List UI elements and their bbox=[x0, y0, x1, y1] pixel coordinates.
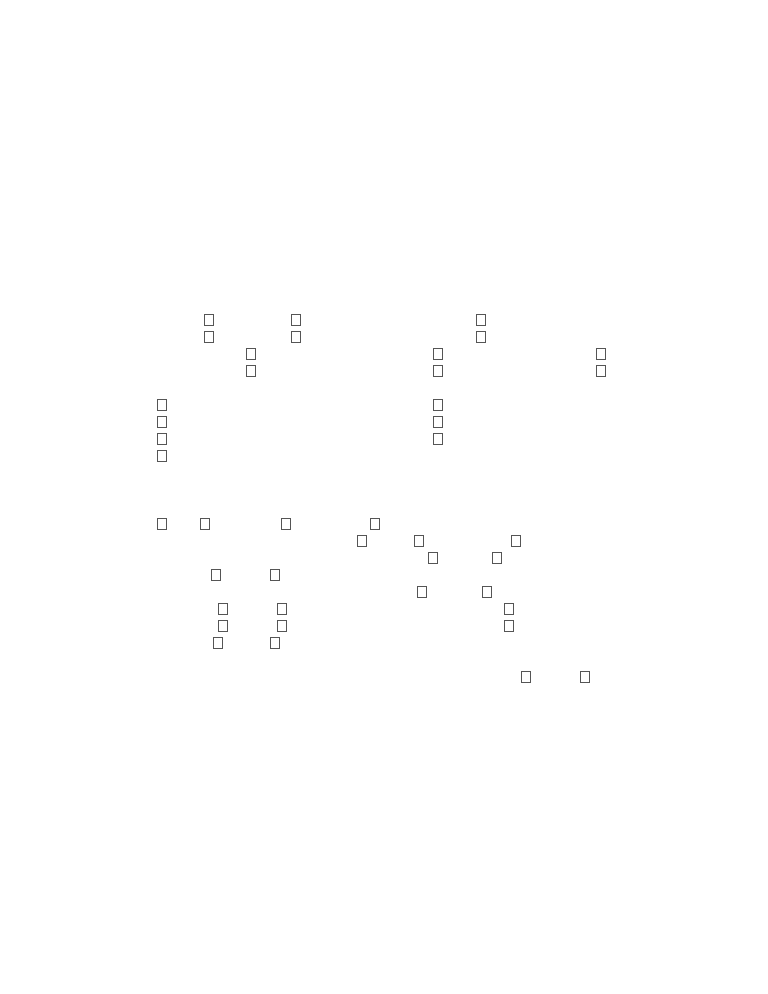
q14-opt-5[interactable] bbox=[157, 433, 172, 449]
checkbox-icon[interactable] bbox=[157, 433, 167, 445]
checkbox-icon[interactable] bbox=[482, 586, 492, 598]
q18-opt-2[interactable] bbox=[414, 535, 429, 551]
q17-opt-4[interactable] bbox=[370, 518, 385, 534]
checkbox-icon[interactable] bbox=[157, 450, 167, 462]
checkbox-icon[interactable] bbox=[218, 620, 228, 632]
q20-opt-yes[interactable] bbox=[270, 569, 285, 585]
q21-mother-before50[interactable] bbox=[277, 603, 292, 619]
checkbox-icon[interactable] bbox=[476, 314, 486, 326]
checkbox-icon[interactable] bbox=[596, 348, 606, 360]
checkbox-icon[interactable] bbox=[211, 569, 221, 581]
q17-opt-2[interactable] bbox=[200, 518, 215, 534]
checkbox-icon[interactable] bbox=[414, 535, 424, 547]
q13-opt-5[interactable] bbox=[433, 365, 448, 381]
checkbox-icon[interactable] bbox=[504, 603, 514, 615]
q21-sister-after50[interactable] bbox=[504, 620, 519, 636]
checkbox-icon[interactable] bbox=[246, 365, 256, 377]
q14-opt-3[interactable] bbox=[157, 416, 172, 432]
checkbox-icon[interactable] bbox=[511, 535, 521, 547]
checkbox-icon[interactable] bbox=[277, 620, 287, 632]
q19-opt-yes[interactable] bbox=[492, 552, 507, 568]
checkbox-icon[interactable] bbox=[596, 365, 606, 377]
q12-opt-manual[interactable] bbox=[476, 314, 491, 330]
checkbox-icon[interactable] bbox=[204, 314, 214, 326]
checkbox-icon[interactable] bbox=[204, 331, 214, 343]
q12-opt-retired[interactable] bbox=[291, 331, 306, 347]
q21-mother-no[interactable] bbox=[218, 603, 233, 619]
q14-opt-1[interactable] bbox=[157, 399, 172, 415]
checkbox-icon[interactable] bbox=[157, 399, 167, 411]
q13-opt-6[interactable] bbox=[596, 365, 611, 381]
checkbox-icon[interactable] bbox=[433, 416, 443, 428]
q21-opt-no[interactable] bbox=[417, 586, 432, 602]
q21-opt-yes[interactable] bbox=[482, 586, 497, 602]
q22-opt-no[interactable] bbox=[521, 671, 536, 687]
q12-opt-farmer[interactable] bbox=[204, 331, 219, 347]
q19-opt-no[interactable] bbox=[428, 552, 443, 568]
checkbox-icon[interactable] bbox=[433, 365, 443, 377]
checkbox-icon[interactable] bbox=[270, 637, 280, 649]
q12-opt-office[interactable] bbox=[291, 314, 306, 330]
q21-sister-no[interactable] bbox=[218, 620, 233, 636]
checkbox-icon[interactable] bbox=[521, 671, 531, 683]
checkbox-icon[interactable] bbox=[213, 637, 223, 649]
q14-opt-2[interactable] bbox=[433, 399, 448, 415]
q17-opt-3[interactable] bbox=[281, 518, 296, 534]
checkbox-icon[interactable] bbox=[218, 603, 228, 615]
checkbox-icon[interactable] bbox=[370, 518, 380, 530]
checkbox-icon[interactable] bbox=[476, 331, 486, 343]
checkbox-icon[interactable] bbox=[417, 586, 427, 598]
checkbox-icon[interactable] bbox=[291, 314, 301, 326]
q21-daughter-no[interactable] bbox=[213, 637, 228, 653]
q18-opt-1[interactable] bbox=[357, 535, 372, 551]
q13-opt-1[interactable] bbox=[246, 348, 261, 364]
q12-opt-other[interactable] bbox=[476, 331, 491, 347]
checkbox-icon[interactable] bbox=[270, 569, 280, 581]
q12-opt-student[interactable] bbox=[204, 314, 219, 330]
checkbox-icon[interactable] bbox=[433, 433, 443, 445]
q13-opt-2[interactable] bbox=[433, 348, 448, 364]
q14-opt-7[interactable] bbox=[157, 450, 172, 466]
checkbox-icon[interactable] bbox=[580, 671, 590, 683]
checkbox-icon[interactable] bbox=[200, 518, 210, 530]
q14-opt-6[interactable] bbox=[433, 433, 448, 449]
checkbox-icon[interactable] bbox=[246, 348, 256, 360]
checkbox-icon[interactable] bbox=[492, 552, 502, 564]
q14-opt-4[interactable] bbox=[433, 416, 448, 432]
checkbox-icon[interactable] bbox=[433, 399, 443, 411]
checkbox-icon[interactable] bbox=[504, 620, 514, 632]
q20-opt-no[interactable] bbox=[211, 569, 226, 585]
q21-daughter-yes[interactable] bbox=[270, 637, 285, 653]
q13-opt-3[interactable] bbox=[596, 348, 611, 364]
checkbox-icon[interactable] bbox=[291, 331, 301, 343]
checkbox-icon[interactable] bbox=[357, 535, 367, 547]
checkbox-icon[interactable] bbox=[157, 518, 167, 530]
q13-opt-4[interactable] bbox=[246, 365, 261, 381]
checkbox-icon[interactable] bbox=[428, 552, 438, 564]
checkbox-icon[interactable] bbox=[157, 416, 167, 428]
q18-opt-3[interactable] bbox=[511, 535, 526, 551]
q22-opt-yes[interactable] bbox=[580, 671, 595, 687]
checkbox-icon[interactable] bbox=[277, 603, 287, 615]
q21-sister-before50[interactable] bbox=[277, 620, 292, 636]
checkbox-icon[interactable] bbox=[433, 348, 443, 360]
checkbox-icon[interactable] bbox=[281, 518, 291, 530]
q21-mother-after50[interactable] bbox=[504, 603, 519, 619]
q17-opt-1[interactable] bbox=[157, 518, 172, 534]
